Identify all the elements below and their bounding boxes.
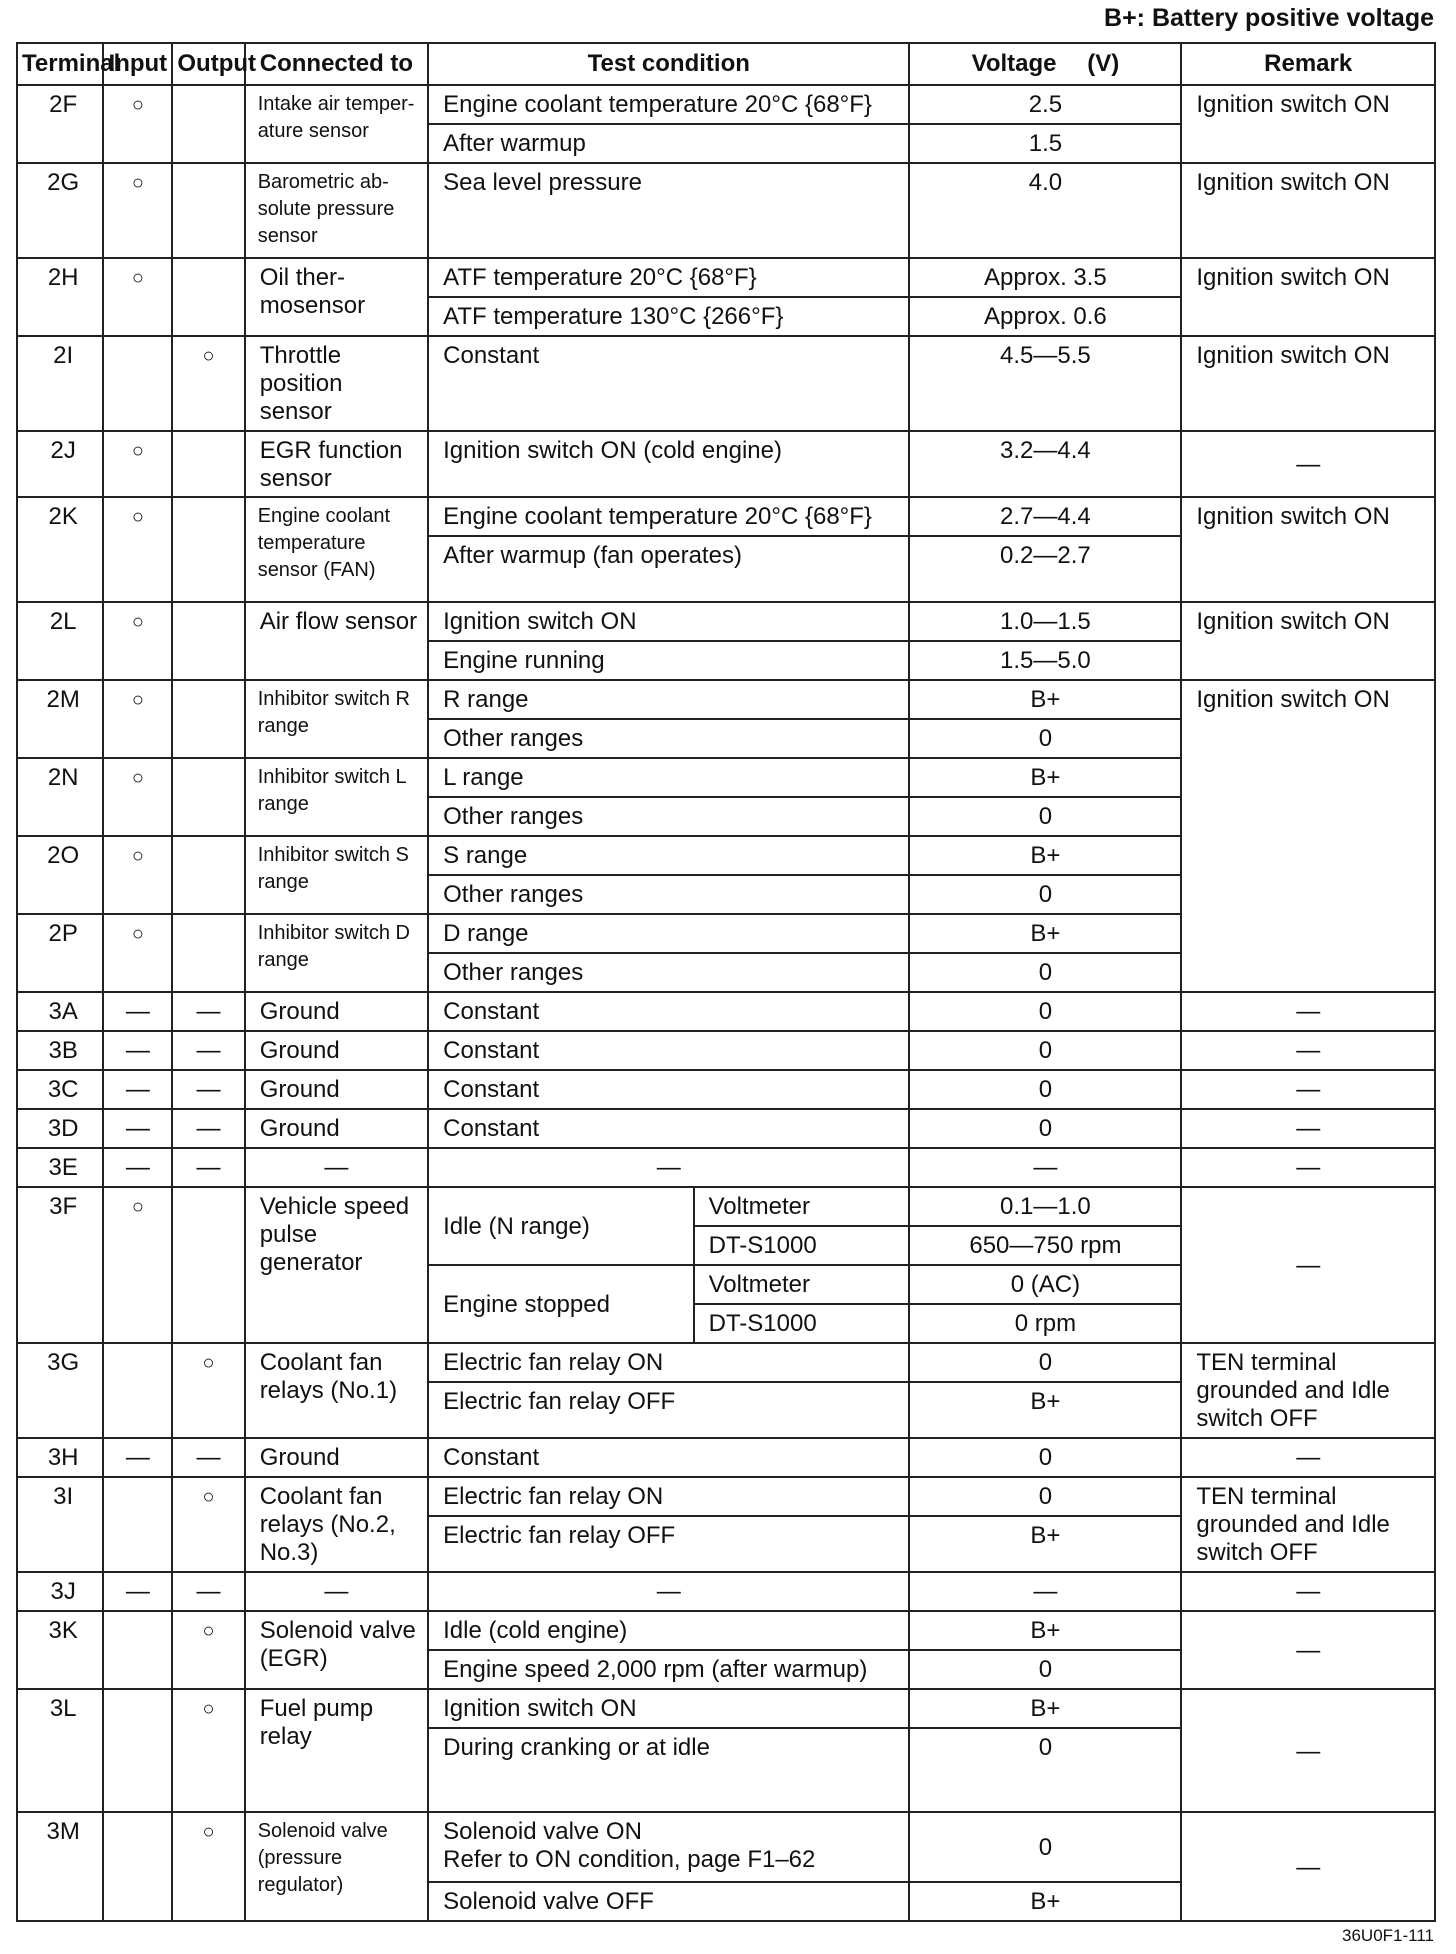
output-mark <box>172 758 244 836</box>
connected-to-cell: Coolant fan relays (No.2, No.3) <box>245 1477 428 1572</box>
output-mark: — <box>172 1031 244 1070</box>
terminal-cell: 3L <box>17 1689 103 1812</box>
test-subcondition-cell: Voltmeter <box>694 1265 910 1304</box>
terminal-cell: 3A <box>17 992 103 1031</box>
voltage-cell: 4.0 <box>909 163 1181 258</box>
test-condition-cell: Constant <box>428 1438 909 1477</box>
table-row <box>17 1689 1435 1728</box>
input-mark: ○ <box>103 758 172 836</box>
connected-to-cell: Air flow sensor <box>245 602 428 680</box>
voltage-cell: 1.5 <box>909 124 1181 163</box>
output-mark <box>172 163 244 258</box>
connected-to-cell: Inhibitor switch R range <box>245 680 428 758</box>
header-remark: Remark <box>1181 43 1435 85</box>
table-row <box>17 85 1435 124</box>
remark-cell: TEN terminal grounded and Idle switch OFF <box>1181 1477 1435 1572</box>
terminal-cell: 2J <box>17 431 103 497</box>
output-mark: ○ <box>172 1689 244 1812</box>
table-row <box>17 1070 1435 1109</box>
test-condition-cell: Engine speed 2,000 rpm (after warmup) <box>428 1650 909 1689</box>
header-input: Input <box>103 43 172 85</box>
output-mark <box>172 680 244 758</box>
table-row <box>17 1611 1435 1650</box>
test-condition-cell: Engine stopped <box>428 1265 693 1343</box>
remark-cell: TEN terminal grounded and Idle switch OFF <box>1181 1343 1435 1438</box>
terminal-cell: 2N <box>17 758 103 836</box>
remark-cell: — <box>1181 1187 1435 1343</box>
terminal-voltage-table <box>16 42 1436 1922</box>
test-condition-cell: R range <box>428 680 909 719</box>
connected-to-cell: Solenoid valve (pressure regulator) <box>245 1812 428 1921</box>
voltage-cell: 0.1—1.0 <box>909 1187 1181 1226</box>
input-mark <box>103 1689 172 1812</box>
table-row <box>17 992 1435 1031</box>
test-condition-cell: Constant <box>428 336 909 431</box>
output-mark: — <box>172 1070 244 1109</box>
test-condition-cell: Engine running <box>428 641 909 680</box>
voltage-cell: B+ <box>909 836 1181 875</box>
terminal-cell: 3M <box>17 1812 103 1921</box>
connected-to-cell: EGR function sensor <box>245 431 428 497</box>
voltage-cell: 0 <box>909 1650 1181 1689</box>
terminal-cell: 3D <box>17 1109 103 1148</box>
voltage-cell: 0 (AC) <box>909 1265 1181 1304</box>
test-condition-cell: Constant <box>428 1109 909 1148</box>
test-condition-cell: S range <box>428 836 909 875</box>
voltage-cell: 0 rpm <box>909 1304 1181 1343</box>
test-condition-cell: Ignition switch ON <box>428 1689 909 1728</box>
output-mark <box>172 258 244 336</box>
terminal-cell: 3C <box>17 1070 103 1109</box>
remark-cell: — <box>1181 1109 1435 1148</box>
input-mark: — <box>103 1070 172 1109</box>
voltage-cell: 0 <box>909 1728 1181 1812</box>
test-condition-cell: D range <box>428 914 909 953</box>
voltage-cell: 2.7—4.4 <box>909 497 1181 536</box>
legend-text: B+: Battery positive voltage <box>1104 4 1434 32</box>
terminal-cell: 3F <box>17 1187 103 1343</box>
output-mark: ○ <box>172 1477 244 1572</box>
voltage-cell: 0 <box>909 992 1181 1031</box>
remark-cell: — <box>1181 1148 1435 1187</box>
input-mark: ○ <box>103 163 172 258</box>
test-condition-cell: ATF temperature 20°C {68°F} <box>428 258 909 297</box>
voltage-cell: Approx. 0.6 <box>909 297 1181 336</box>
terminal-cell: 3G <box>17 1343 103 1438</box>
test-condition-cell: After warmup <box>428 124 909 163</box>
test-condition-cell: Other ranges <box>428 797 909 836</box>
voltage-cell: B+ <box>909 1882 1181 1921</box>
output-mark: ○ <box>172 1812 244 1921</box>
input-mark: ○ <box>103 497 172 602</box>
test-condition-cell: — <box>428 1572 909 1611</box>
output-mark <box>172 836 244 914</box>
connected-to-cell: Inhibitor switch D range <box>245 914 428 992</box>
terminal-cell: 3B <box>17 1031 103 1070</box>
test-condition-cell: L range <box>428 758 909 797</box>
terminal-cell: 2L <box>17 602 103 680</box>
connected-to-cell: — <box>245 1572 428 1611</box>
test-condition-note: Refer to ON condition, page F1–62 <box>443 1846 816 1873</box>
voltage-cell: 0 <box>909 797 1181 836</box>
connected-to-cell: Oil ther- mosensor <box>245 258 428 336</box>
terminal-cell: 2I <box>17 336 103 431</box>
remark-cell: — <box>1181 992 1435 1031</box>
voltage-cell: 3.2—4.4 <box>909 431 1181 497</box>
remark-cell: Ignition switch ON <box>1181 85 1435 163</box>
input-mark <box>103 336 172 431</box>
table-row <box>17 336 1435 431</box>
input-mark: ○ <box>103 914 172 992</box>
input-mark <box>103 1343 172 1438</box>
connected-to-cell: Coolant fan relays (No.1) <box>245 1343 428 1438</box>
test-condition-cell: Other ranges <box>428 953 909 992</box>
test-subcondition-cell: DT-S1000 <box>694 1226 910 1265</box>
header-voltage: Voltage (V) <box>909 43 1181 85</box>
test-condition-cell: Sea level pressure <box>428 163 909 258</box>
input-mark: — <box>103 992 172 1031</box>
test-condition-cell: ATF temperature 130°C {266°F} <box>428 297 909 336</box>
terminal-cell: 3H <box>17 1438 103 1477</box>
table-row <box>17 1343 1435 1382</box>
connected-to-cell: Inhibitor switch L range <box>245 758 428 836</box>
voltage-cell: 0 <box>909 1477 1181 1516</box>
input-mark: ○ <box>103 602 172 680</box>
voltage-cell: 1.0—1.5 <box>909 602 1181 641</box>
table-row <box>17 1438 1435 1477</box>
voltage-cell: 0.2—2.7 <box>909 536 1181 602</box>
voltage-cell: B+ <box>909 1382 1181 1438</box>
voltage-cell: 0 <box>909 1438 1181 1477</box>
voltage-cell: 0 <box>909 1070 1181 1109</box>
table-row <box>17 680 1435 719</box>
input-mark: ○ <box>103 431 172 497</box>
test-condition-cell: Constant <box>428 1031 909 1070</box>
output-mark: ○ <box>172 336 244 431</box>
remark-cell: Ignition switch ON <box>1181 602 1435 680</box>
test-condition-cell: Other ranges <box>428 875 909 914</box>
input-mark <box>103 1812 172 1921</box>
output-mark <box>172 914 244 992</box>
connected-to-cell: Fuel pump relay <box>245 1689 428 1812</box>
connected-to-cell: Vehicle speed pulse generator <box>245 1187 428 1343</box>
output-mark: — <box>172 1572 244 1611</box>
test-condition-cell <box>428 1812 909 1882</box>
input-mark <box>103 1611 172 1689</box>
connected-to-cell: Inhibitor switch S range <box>245 836 428 914</box>
table-row <box>17 163 1435 258</box>
test-condition-cell: During cranking or at idle <box>428 1728 909 1812</box>
input-mark: ○ <box>103 258 172 336</box>
test-condition-cell: Constant <box>428 992 909 1031</box>
test-subcondition-cell: Voltmeter <box>694 1187 910 1226</box>
voltage-cell: 650—750 rpm <box>909 1226 1181 1265</box>
remark-cell: — <box>1181 1438 1435 1477</box>
test-condition-cell: Electric fan relay ON <box>428 1343 909 1382</box>
test-condition-cell: Electric fan relay OFF <box>428 1516 909 1572</box>
table-row <box>17 1572 1435 1611</box>
input-mark: ○ <box>103 680 172 758</box>
test-condition-cell: Electric fan relay OFF <box>428 1382 909 1438</box>
terminal-cell: 3K <box>17 1611 103 1689</box>
voltage-cell: B+ <box>909 680 1181 719</box>
input-mark: ○ <box>103 836 172 914</box>
terminal-cell: 3E <box>17 1148 103 1187</box>
table-row <box>17 1109 1435 1148</box>
test-condition-cell: Constant <box>428 1070 909 1109</box>
header-test-condition: Test condition <box>428 43 909 85</box>
voltage-cell: — <box>909 1572 1181 1611</box>
remark-cell: — <box>1181 431 1435 497</box>
header-row <box>17 43 1435 85</box>
output-mark: — <box>172 992 244 1031</box>
table-row <box>17 1031 1435 1070</box>
test-condition-line: Solenoid valve ON <box>443 1818 642 1845</box>
header-terminal: Terminal <box>17 43 103 85</box>
terminal-cell: 2K <box>17 497 103 602</box>
input-mark: — <box>103 1031 172 1070</box>
voltage-cell: — <box>909 1148 1181 1187</box>
test-condition-cell: Idle (N range) <box>428 1187 693 1265</box>
test-condition-cell: Engine coolant temperature 20°C {68°F} <box>428 85 909 124</box>
input-mark <box>103 1477 172 1572</box>
remark-cell: — <box>1181 1572 1435 1611</box>
output-mark: — <box>172 1109 244 1148</box>
terminal-cell: 3J <box>17 1572 103 1611</box>
voltage-cell: 0 <box>909 1812 1181 1882</box>
table-row <box>17 602 1435 641</box>
test-condition-cell: Ignition switch ON (cold engine) <box>428 431 909 497</box>
table-row <box>17 1187 1435 1226</box>
terminal-cell: 2M <box>17 680 103 758</box>
input-mark: ○ <box>103 1187 172 1343</box>
output-mark: ○ <box>172 1343 244 1438</box>
connected-to-cell: Ground <box>245 1438 428 1477</box>
test-condition-cell: Idle (cold engine) <box>428 1611 909 1650</box>
remark-cell: Ignition switch ON <box>1181 258 1435 336</box>
connected-to-cell: Engine coolant temperature sensor (FAN) <box>245 497 428 602</box>
test-condition-cell: Engine coolant temperature 20°C {68°F} <box>428 497 909 536</box>
voltage-cell: B+ <box>909 1689 1181 1728</box>
terminal-cell: 2O <box>17 836 103 914</box>
input-mark: — <box>103 1148 172 1187</box>
voltage-cell: B+ <box>909 1611 1181 1650</box>
remark-cell: — <box>1181 1031 1435 1070</box>
voltage-cell: B+ <box>909 1516 1181 1572</box>
voltage-cell: 0 <box>909 1109 1181 1148</box>
input-mark: — <box>103 1109 172 1148</box>
header-output: Output <box>172 43 244 85</box>
voltage-cell: B+ <box>909 914 1181 953</box>
terminal-cell: 2F <box>17 85 103 163</box>
voltage-cell: 0 <box>909 1031 1181 1070</box>
table-row <box>17 1148 1435 1187</box>
voltage-cell: 0 <box>909 875 1181 914</box>
output-mark: — <box>172 1148 244 1187</box>
header-connected-to: Connected to <box>245 43 428 85</box>
test-condition-cell: Electric fan relay ON <box>428 1477 909 1516</box>
voltage-cell: B+ <box>909 758 1181 797</box>
test-condition-cell: — <box>428 1148 909 1187</box>
table-row <box>17 258 1435 297</box>
table-row <box>17 1812 1435 1882</box>
terminal-cell: 3I <box>17 1477 103 1572</box>
connected-to-cell: Ground <box>245 1070 428 1109</box>
input-mark: ○ <box>103 85 172 163</box>
table-row <box>17 1477 1435 1516</box>
test-condition-cell: Ignition switch ON <box>428 602 909 641</box>
connected-to-cell: Intake air temper- ature sensor <box>245 85 428 163</box>
remark-cell: Ignition switch ON <box>1181 336 1435 431</box>
remark-cell: — <box>1181 1689 1435 1812</box>
input-mark: — <box>103 1438 172 1477</box>
input-mark: — <box>103 1572 172 1611</box>
voltage-cell: 0 <box>909 953 1181 992</box>
test-subcondition-cell: DT-S1000 <box>694 1304 910 1343</box>
output-mark <box>172 431 244 497</box>
terminal-cell: 2H <box>17 258 103 336</box>
voltage-cell: 2.5 <box>909 85 1181 124</box>
output-mark <box>172 1187 244 1343</box>
voltage-cell: 1.5—5.0 <box>909 641 1181 680</box>
test-condition-cell: Solenoid valve OFF <box>428 1882 909 1921</box>
connected-to-cell: Solenoid valve (EGR) <box>245 1611 428 1689</box>
test-condition-cell: Other ranges <box>428 719 909 758</box>
test-condition-cell: After warmup (fan operates) <box>428 536 909 602</box>
voltage-cell: 0 <box>909 1343 1181 1382</box>
output-mark <box>172 497 244 602</box>
connected-to-cell: Ground <box>245 1109 428 1148</box>
connected-to-cell: Ground <box>245 1031 428 1070</box>
figure-code: 36U0F1-111 <box>1342 1926 1434 1945</box>
output-mark: ○ <box>172 1611 244 1689</box>
remark-cell: Ignition switch ON <box>1181 163 1435 258</box>
remark-cell: — <box>1181 1611 1435 1689</box>
connected-to-cell: Throttle position sensor <box>245 336 428 431</box>
connected-to-cell: Barometric ab- solute pressure sensor <box>245 163 428 258</box>
table-row <box>17 497 1435 536</box>
output-mark: — <box>172 1438 244 1477</box>
remark-cell: — <box>1181 1070 1435 1109</box>
voltage-cell: Approx. 3.5 <box>909 258 1181 297</box>
remark-cell: Ignition switch ON <box>1181 680 1435 992</box>
output-mark <box>172 602 244 680</box>
voltage-cell: 0 <box>909 719 1181 758</box>
output-mark <box>172 85 244 163</box>
remark-cell: — <box>1181 1812 1435 1921</box>
connected-to-cell: — <box>245 1148 428 1187</box>
connected-to-cell: Ground <box>245 992 428 1031</box>
voltage-cell: 4.5—5.5 <box>909 336 1181 431</box>
remark-cell: Ignition switch ON <box>1181 497 1435 602</box>
terminal-cell: 2G <box>17 163 103 258</box>
table-row <box>17 431 1435 497</box>
terminal-cell: 2P <box>17 914 103 992</box>
